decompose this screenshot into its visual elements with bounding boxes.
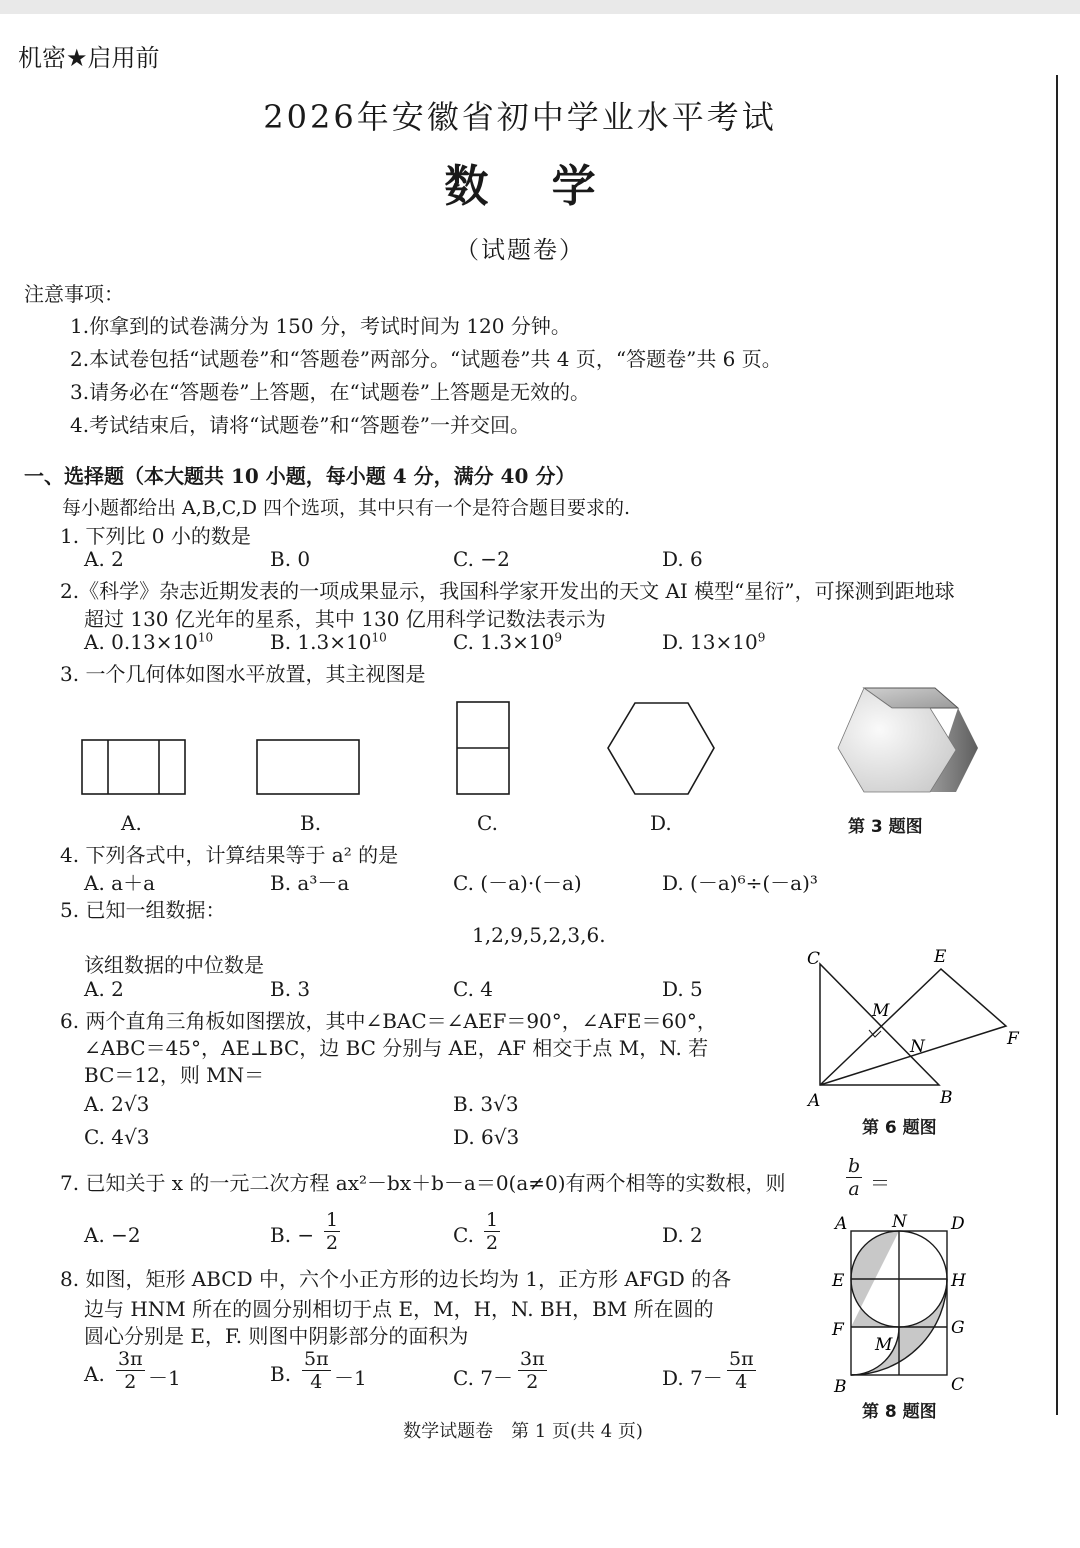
- q3-option-c-figure: [457, 702, 509, 794]
- q2-option-d: D. $13\times 10^9$: [662, 630, 766, 654]
- q2-option-a: A. $0.13\times 10^{10}$: [84, 630, 214, 654]
- q7-option-c-label: C.: [453, 1223, 474, 1247]
- q8-stem-line1: 8. 如图，矩形 ABCD 中，六个小正方形的边长均为 1，正方形 AFGD 的各: [60, 1267, 732, 1291]
- q8-point-b: B: [834, 1377, 847, 1395]
- q2-option-c: C. $1.3\times 10^9$: [453, 630, 562, 654]
- q8-stem-line3: 圆心分别是 E，F. 则图中阴影部分的面积为: [84, 1324, 469, 1348]
- q4-option-a: A. a＋a: [84, 871, 156, 895]
- q8-stem-line2: 边与 HNM 所在的圆分别相切于点 E，M，H，N. BH，BM 所在圆的: [84, 1297, 714, 1321]
- q6-figure: [800, 940, 1035, 1115]
- scan-top-border: [0, 0, 1080, 14]
- q5-data: 1,2,9,5,2,3,6.: [472, 923, 606, 947]
- q3-caption: 第 3 题图: [848, 817, 923, 837]
- q3-label-c: C.: [477, 811, 498, 835]
- q4-option-d: D. (－a)⁶÷(－a)³: [662, 871, 818, 895]
- q6-stem-line3: BC＝12，则 MN＝: [84, 1063, 265, 1087]
- q4-option-b: B. a³－a: [270, 871, 350, 895]
- page-footer: 数学试题卷 第 1 页(共 4 页): [403, 1421, 643, 1442]
- q7-fraction: $\frac{b}{a}$: [848, 1155, 861, 1200]
- q6-caption: 第 6 题图: [862, 1118, 937, 1138]
- subject-title: 数 学: [444, 161, 596, 212]
- q3-solid-figure: [838, 688, 978, 792]
- q2-option-b: B. $1.3\times 10^{10}$: [270, 630, 387, 654]
- q7-stem: 7. 已知关于 x 的一元二次方程 ax²－bx＋b－a＝0(a≠0)有两个相等的实数根，则: [60, 1171, 786, 1195]
- q6-stem-line2: ∠ABC＝45°，AE⊥BC，边 BC 分别与 AE，AF 相交于点 M，N. 若: [84, 1036, 709, 1060]
- q5-option-a: A. 2: [84, 977, 124, 1001]
- q8-point-h: H: [951, 1271, 966, 1291]
- q6-option-c: C. 4√3: [84, 1125, 150, 1149]
- q5-option-b: B. 3: [270, 977, 311, 1001]
- q8-option-a-pre: A.: [84, 1362, 105, 1386]
- q6-option-b: B. 3√3: [453, 1092, 519, 1116]
- notes-heading: 注意事项：: [24, 282, 124, 306]
- note-item: 1.你拿到的试卷满分为 150 分，考试时间为 120 分钟。: [70, 314, 571, 338]
- note-item: 3.请务必在“答题卷”上答题，在“试题卷”上答题是无效的。: [70, 380, 590, 404]
- q8-option-c-fraction: $\frac{3\pi}{2}$: [520, 1348, 545, 1393]
- q8-point-f: F: [832, 1320, 844, 1340]
- q8-option-a-fraction: $\frac{3\pi}{2}$: [118, 1348, 143, 1393]
- q6-stem-line1: 6. 两个直角三角板如图摆放，其中∠BAC＝∠AEF＝90°，∠AFE＝60°，: [60, 1009, 717, 1033]
- q7-option-d: D. 2: [662, 1223, 703, 1247]
- q6-point-e: E: [934, 947, 947, 967]
- q2-stem-line1: 2.《科学》杂志近期发表的一项成果显示，我国科学家开发出的天文 AI 模型“星衍”，可探测到距地球: [60, 579, 955, 603]
- q1-option-c: C. −2: [453, 547, 510, 571]
- q4-option-c: C. (－a)·(－a): [453, 871, 582, 895]
- q3-label-d: D.: [650, 811, 672, 835]
- q8-point-e: E: [832, 1271, 845, 1291]
- q6-point-m: M: [872, 1001, 890, 1021]
- q1-stem: 1. 下列比 0 小的数是: [60, 524, 251, 548]
- q7-equals: ＝: [870, 1171, 890, 1195]
- q8-point-a: A: [835, 1214, 848, 1234]
- q8-option-c-pre: C. 7－: [453, 1366, 514, 1390]
- q8-point-n: N: [892, 1212, 907, 1232]
- q8-option-b-pre: B.: [270, 1362, 292, 1386]
- confidential-label: 机密★启用前: [18, 44, 160, 72]
- q5-ask: 该组数据的中位数是: [84, 953, 264, 977]
- q3-label-a: A.: [121, 811, 142, 835]
- q7-option-c-fraction: $\frac{1}{2}$: [486, 1209, 499, 1254]
- q5-option-c: C. 4: [453, 977, 494, 1001]
- q1-option-a: A. 2: [84, 547, 124, 571]
- q8-option-d-fraction: $\frac{5\pi}{4}$: [729, 1348, 754, 1393]
- q8-option-d-pre: D. 7－: [662, 1366, 723, 1390]
- q3-option-a-figure: [82, 740, 185, 794]
- q5-stem: 5. 已知一组数据：: [60, 898, 226, 922]
- q8-point-c: C: [951, 1375, 965, 1395]
- q8-point-g: G: [951, 1318, 965, 1338]
- q6-point-f: F: [1007, 1029, 1019, 1049]
- q5-option-d: D. 5: [662, 977, 703, 1001]
- note-item: 4.考试结束后，请将“试题卷”和“答题卷”一并交回。: [70, 413, 530, 437]
- q3-option-d-figure: [608, 703, 714, 794]
- q7-option-b-fraction: $\frac{1}{2}$: [326, 1209, 339, 1254]
- section-heading: 一、选择题（本大题共 10 小题，每小题 4 分，满分 40 分）: [24, 464, 576, 488]
- q3-label-b: B.: [300, 811, 322, 835]
- paper-type: （试题卷）: [455, 236, 585, 264]
- q8-point-m: M: [875, 1335, 893, 1355]
- q6-triangle-aef: [820, 969, 1006, 1085]
- q3-option-b-figure: [257, 740, 359, 794]
- q8-caption: 第 8 题图: [862, 1402, 937, 1422]
- q6-option-d: D. 6√3: [453, 1125, 520, 1149]
- q2-stem-line2: 超过 130 亿光年的星系，其中 130 亿用科学记数法表示为: [84, 607, 606, 631]
- q8-option-a-post: －1: [148, 1366, 181, 1390]
- q8-option-b-fraction: $\frac{5\pi}{4}$: [304, 1348, 329, 1393]
- q7-option-a: A. −2: [84, 1223, 141, 1247]
- q7-option-b-label: B. −: [270, 1223, 315, 1247]
- q8-point-d: D: [951, 1214, 965, 1234]
- q8-figure: [825, 1205, 985, 1395]
- q6-point-c: C: [807, 949, 821, 969]
- q4-stem: 4. 下列各式中，计算结果等于 a² 的是: [60, 843, 399, 867]
- q6-option-a: A. 2√3: [84, 1092, 150, 1116]
- q6-point-n: N: [910, 1037, 925, 1057]
- section-intro: 每小题都给出 A,B,C,D 四个选项，其中只有一个是符合题目要求的.: [62, 497, 631, 519]
- exam-title: 2026年安徽省初中学业水平考试: [263, 98, 777, 136]
- note-item: 2.本试卷包括“试题卷”和“答题卷”两部分。“试题卷”共 4 页，“答题卷”共 6 页。: [70, 347, 782, 371]
- q6-point-a: A: [808, 1091, 821, 1111]
- q1-option-d: D. 6: [662, 547, 703, 571]
- q1-option-b: B. 0: [270, 547, 311, 571]
- binding-line: [1056, 75, 1058, 1415]
- q6-point-b: B: [940, 1088, 953, 1108]
- q3-stem: 3. 一个几何体如图水平放置，其主视图是: [60, 662, 426, 686]
- q8-option-b-post: －1: [334, 1366, 367, 1390]
